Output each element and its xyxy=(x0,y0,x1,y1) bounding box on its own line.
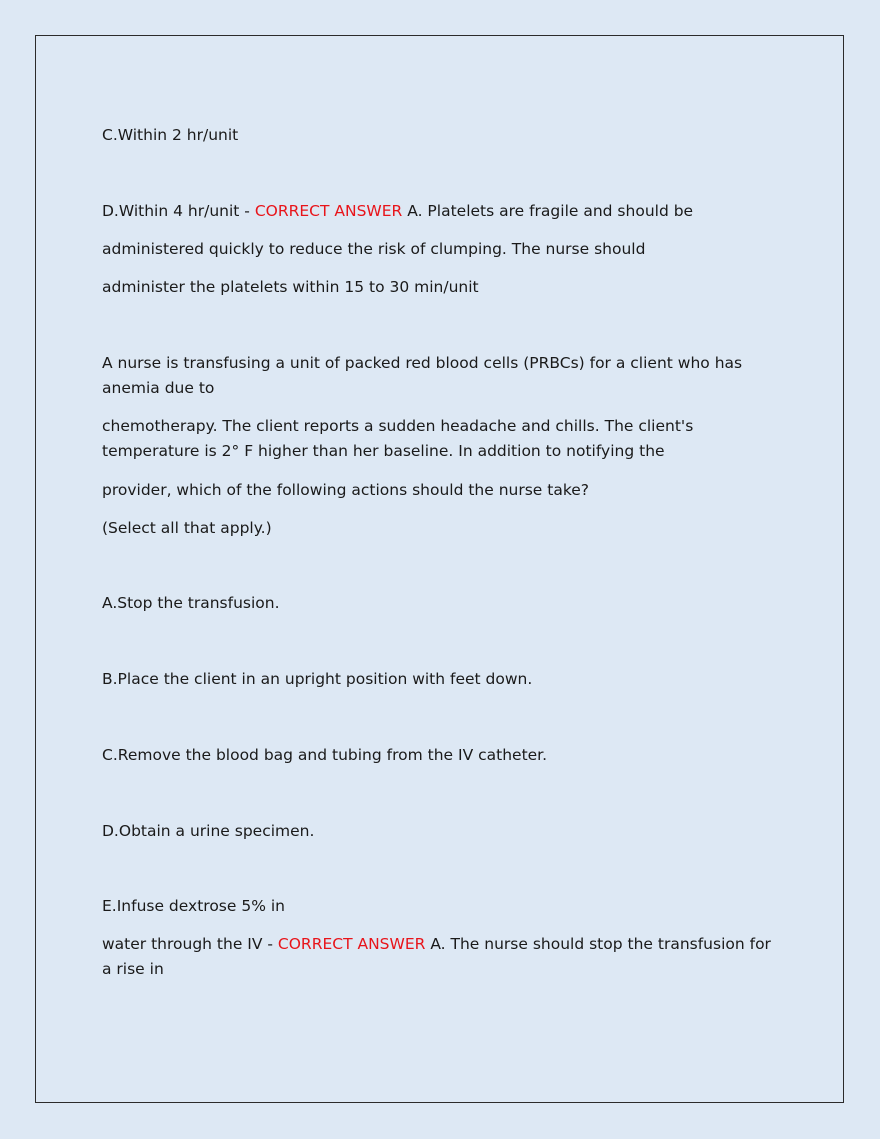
correct-answer-label: CORRECT ANSWER xyxy=(254,202,403,220)
option-a: A.Stop the transfusion. xyxy=(102,594,280,612)
option-c-within-2hr: C.Within 2 hr/unit xyxy=(102,126,239,144)
option-d-text: D.Within 4 hr/unit - xyxy=(102,202,255,220)
rationale-line-3: administer the platelets within 15 to 30 min/unit xyxy=(102,278,479,296)
question-line-3: provider, which of the following actions should the nurse take? xyxy=(102,481,590,499)
answer-line xyxy=(102,199,782,224)
rationale-line-2: administered quickly to reduce the risk of clumping. The nurse should xyxy=(102,240,646,258)
option-c: C.Remove the blood bag and tubing from the IV catheter. xyxy=(102,746,548,764)
option-e-continued: water through the IV - xyxy=(102,935,278,953)
correct-answer-label-2: CORRECT ANSWER xyxy=(277,935,426,953)
question-instruction: (Select all that apply.) xyxy=(102,519,272,537)
option-b: B.Place the client in an upright position with feet down. xyxy=(102,670,533,688)
option-e: E.Infuse dextrose 5% in xyxy=(102,897,285,915)
rationale-text-2: A. The nurse should stop the transfusion for a rise in xyxy=(102,935,771,978)
option-d: D.Obtain a urine specimen. xyxy=(102,822,315,840)
question-line-2: chemotherapy. The client reports a sudden headache and chills. The client's temperature is 2° F higher than her baseline. In addition to notifying the xyxy=(102,417,694,460)
question-line-1: A nurse is transfusing a unit of packed red blood cells (PRBCs) for a client who has anemia due to xyxy=(102,354,743,397)
answer-line-2 xyxy=(102,932,782,982)
rationale-text: A. Platelets are fragile and should be xyxy=(402,202,694,220)
